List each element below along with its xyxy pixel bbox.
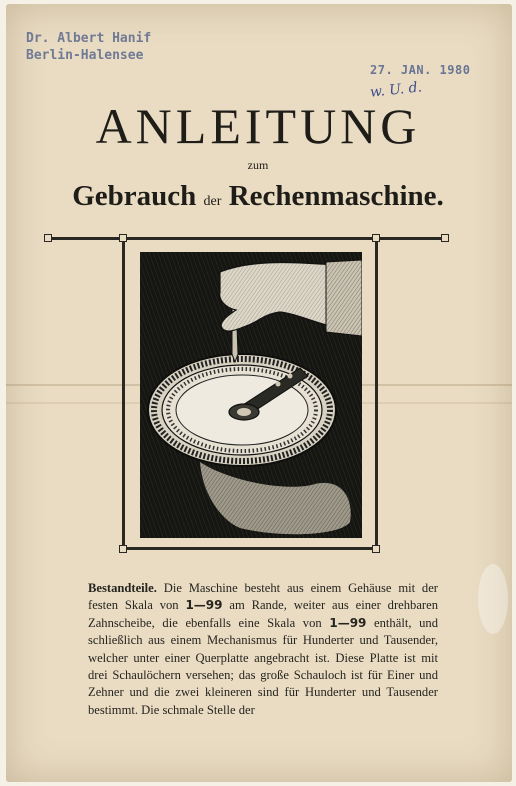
frame-left-rule (122, 237, 125, 550)
frame-right-rule (375, 237, 378, 550)
subtitle-word-gebrauch: Gebrauch (72, 180, 197, 212)
subtitle-zum: zum (247, 158, 269, 172)
section-heading-bestandteile: Bestandteile. (88, 581, 157, 595)
frame-top-rule (48, 237, 446, 240)
frame-corner (441, 234, 449, 242)
scale-range: 1—99 (185, 598, 223, 613)
subtitle-word-rechenmaschine: Rechenmaschine. (228, 180, 444, 212)
document-subtitle (0, 178, 516, 220)
handwritten-note: w. U. d. (369, 79, 423, 101)
paper-wear-mark (478, 564, 508, 634)
date-stamp: 27. JAN. 1980 (370, 63, 471, 77)
paragraph-text: Die Maschine besteht aus einem Gehäuse mit der festen Skala von (88, 581, 438, 613)
frame-corner (372, 545, 380, 553)
owner-stamp-name: Dr. Albert Hanif (26, 31, 152, 46)
subtitle-word-der: der (203, 194, 222, 209)
frame-corner (44, 234, 52, 242)
frame-corner (372, 234, 380, 242)
owner-stamp (26, 30, 151, 64)
paragraph-text: am Rande, weiter aus einer drehbaren Zahnscheibe, die ebenfalls eine Skala von (88, 598, 438, 630)
frame-bottom-rule (122, 547, 380, 550)
calculator-illustration (140, 252, 362, 538)
frame-corner (119, 545, 127, 553)
calculator-engraving (140, 252, 362, 538)
paragraph-text: enthält, und schließlich aus einem Mechanismus für Hunderter und Tausender, welcher unter einer Querplatte angebracht ist. Diese Platte ist mit drei Schaulöchern versehen; das große Schauloch ist für Einer und Zehner und die zwei kleineren sind für Hunderter und Tausender bestimmt. Die schmale Stelle der (88, 615, 439, 717)
document-title: ANLEITUNG (95, 98, 421, 154)
instructions-paragraph (88, 580, 438, 719)
frame-corner (119, 234, 127, 242)
owner-stamp-location: Berlin-Halensee (26, 48, 144, 63)
scale-range: 1—99 (329, 615, 367, 630)
